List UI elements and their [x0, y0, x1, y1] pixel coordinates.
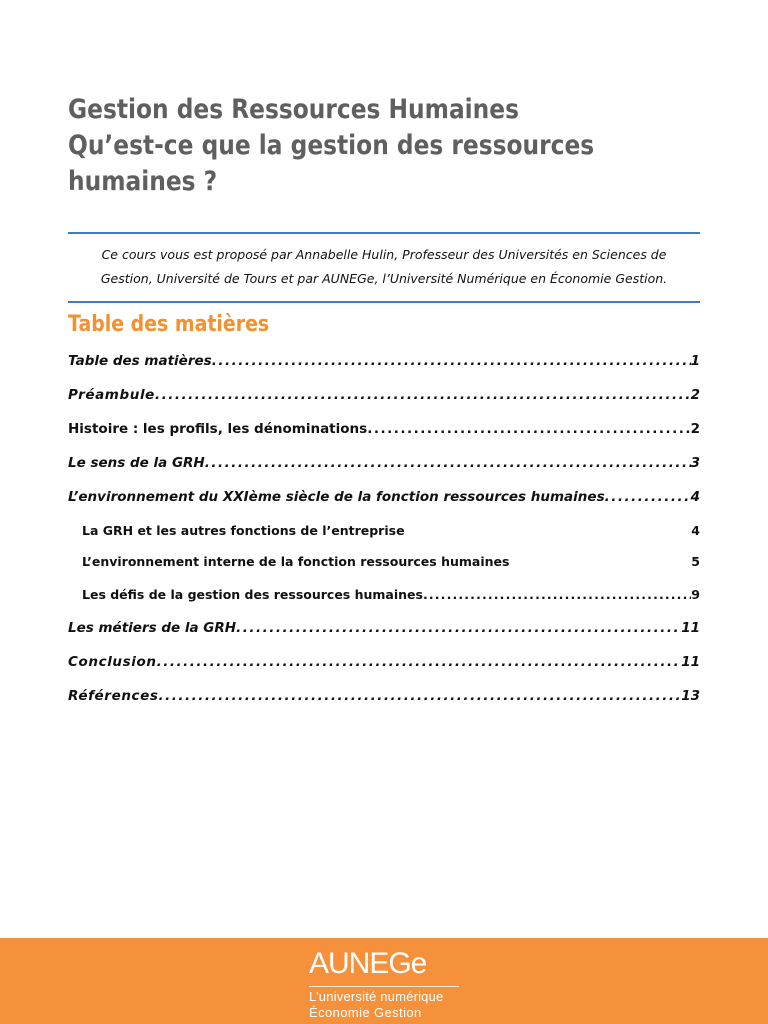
- toc-entry-histoire[interactable]: Histoire : les profils, les dénominations . . . 2: [68, 421, 700, 437]
- title-line: Gestion des Ressources Humaines: [68, 94, 519, 125]
- title-line: humaines ?: [68, 166, 218, 197]
- toc-entry-sens-grh[interactable]: Le sens de la GRH . . . 3: [68, 455, 700, 471]
- toc-entry-references[interactable]: Références . . . 13: [68, 688, 700, 704]
- top-divider: [68, 232, 700, 234]
- document-title: [68, 92, 594, 200]
- toc-entry-preambule[interactable]: Préambule . . . 2: [68, 387, 700, 403]
- logo-wordmark: AUNEGe: [309, 947, 427, 980]
- toc-entry-defis-grh[interactable]: Les défis de la gestion des ressources humaines . . . 9: [82, 587, 700, 602]
- toc-heading: Table des matières: [68, 312, 270, 337]
- credit-line: Ce cours vous est proposé par Annabelle Hulin, Professeur des Universités en Sciences de: [101, 247, 667, 262]
- logo-divider: [309, 986, 459, 987]
- toc-entry-conclusion[interactable]: Conclusion . . . 11: [68, 654, 700, 670]
- toc-entry-table-des-matieres[interactable]: Table des matières . . . 1: [68, 353, 700, 369]
- course-credit: [68, 243, 700, 291]
- logo-tagline-2: Économie Gestion: [309, 1005, 422, 1020]
- toc-entry-environnement-xxi[interactable]: L’environnement du XXIème siècle de la fonction ressources humaines . . . 4: [68, 489, 700, 505]
- aunege-logo: [309, 944, 465, 1022]
- credit-line: Gestion, Université de Tours et par AUNEGe, l’Université Numérique en Économie Gestion.: [100, 271, 668, 286]
- toc-entry-environnement-interne[interactable]: L’environnement interne de la fonction ressources humaines 5: [82, 554, 700, 569]
- toc-entry-grh-autres-fonctions[interactable]: La GRH et les autres fonctions de l’entreprise 4: [82, 523, 700, 538]
- bottom-divider: [68, 301, 700, 303]
- logo-tagline-1: L’université numérique: [309, 989, 444, 1004]
- title-line: Qu’est-ce que la gestion des ressources: [68, 130, 595, 161]
- toc-entry-metiers-grh[interactable]: Les métiers de la GRH . . . 11: [68, 620, 700, 636]
